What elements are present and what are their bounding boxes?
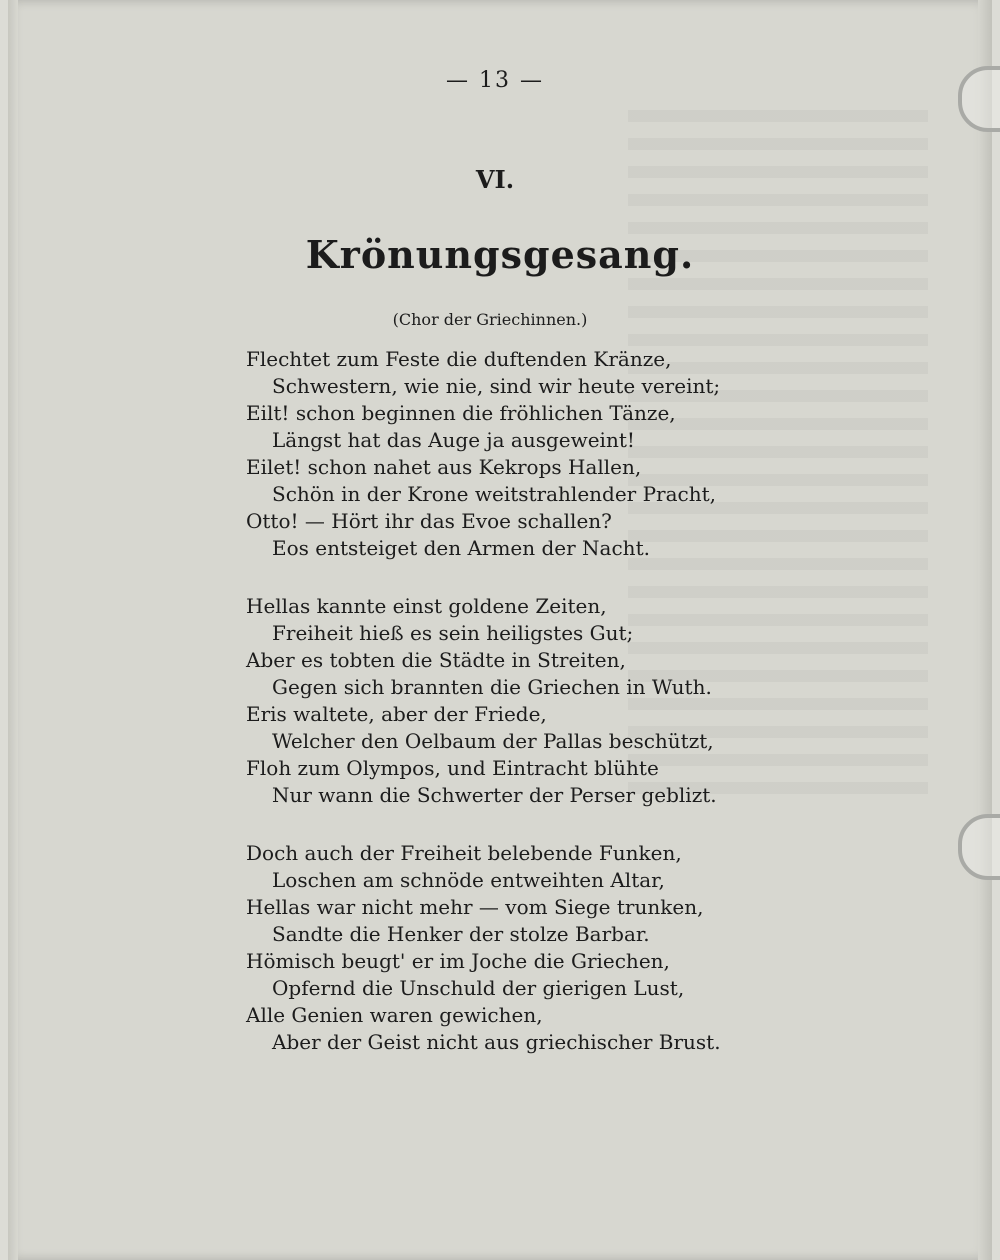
verse-line: Floh zum Olympos, und Eintracht blühte xyxy=(246,756,659,780)
verse-line: Eilet! schon nahet aus Kekrops Hallen, xyxy=(246,455,642,479)
verse-line: Aber es tobten die Städte in Streiten, xyxy=(246,648,626,672)
poem-subtitle: (Chor der Griechinnen.) xyxy=(392,310,588,329)
stanza-2 xyxy=(246,593,716,809)
verse-line: Sandte die Henker der stolze Barbar. xyxy=(272,922,650,946)
verse-line: Gegen sich brannten die Griechen in Wuth. xyxy=(272,675,712,699)
verse-line: Schön in der Krone weitstrahlender Pracht, xyxy=(272,482,717,506)
stanza-3 xyxy=(246,840,721,1056)
verse-line: Nur wann die Schwerter der Perser geblizt. xyxy=(272,783,717,807)
verse-line: Flechtet zum Feste die duftenden Kränze, xyxy=(246,347,672,371)
verse-line: Längst hat das Auge ja ausgeweint! xyxy=(272,428,635,452)
verse-line: Freiheit hieß es sein heiligstes Gut; xyxy=(272,621,634,645)
verse-line: Hellas kannte einst goldene Zeiten, xyxy=(246,594,607,618)
poem-title: Krönungsgesang. xyxy=(305,232,695,277)
chapter-number: VI. xyxy=(475,165,515,194)
verse-line: Eos entsteiget den Armen der Nacht. xyxy=(272,536,650,560)
verse-line: Opfernd die Unschuld der gierigen Lust, xyxy=(272,976,685,1000)
page-right-edge xyxy=(978,0,992,1260)
verse-line: Eris waltete, aber der Friede, xyxy=(246,702,547,726)
verse-line: Otto! — Hört ihr das Evoe schallen? xyxy=(246,509,612,533)
stanza-1 xyxy=(246,346,721,562)
page-number: — 13 — xyxy=(446,68,544,93)
verse-line: Aber der Geist nicht aus griechischer Brust. xyxy=(272,1030,721,1054)
verse-line: Hellas war nicht mehr — vom Siege trunken, xyxy=(246,895,704,919)
verse-line: Eilt! schon beginnen die fröhlichen Tänze, xyxy=(246,401,676,425)
verse-line: Hömisch beugt' er im Joche die Griechen, xyxy=(246,949,670,973)
page-left-edge xyxy=(8,0,18,1260)
verse-line: Loschen am schnöde entweihten Altar, xyxy=(272,868,665,892)
verse-line: Alle Genien waren gewichen, xyxy=(246,1003,543,1027)
verse-line: Schwestern, wie nie, sind wir heute vereint; xyxy=(272,374,721,398)
verse-line: Doch auch der Freiheit belebende Funken, xyxy=(246,841,682,865)
verse-line: Welcher den Oelbaum der Pallas beschützt, xyxy=(272,729,714,753)
